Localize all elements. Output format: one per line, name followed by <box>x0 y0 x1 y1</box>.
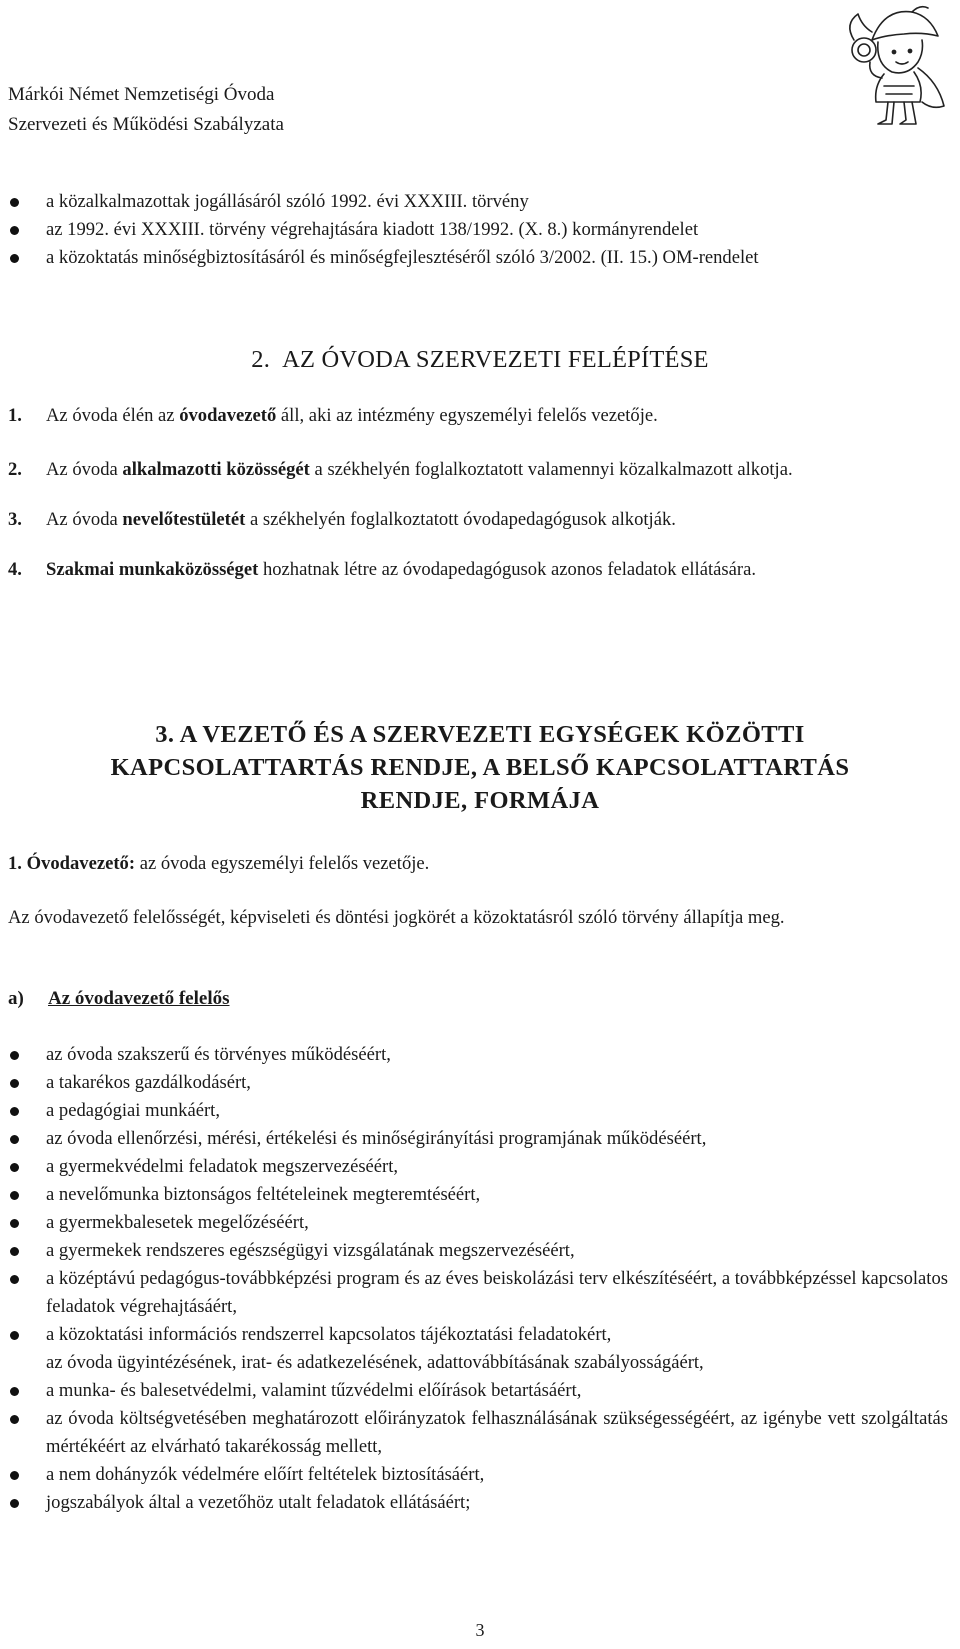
item-text: áll, aki az intézmény egyszemélyi felelős vezetője. <box>276 405 658 426</box>
section-title: AZ ÓVODA SZERVEZETI FELÉPÍTÉSE <box>282 346 709 373</box>
heading-line: 3. A VEZETŐ ÉS A SZERVEZETI EGYSÉGEK KÖZÖTTI <box>155 721 805 748</box>
leader-definition <box>8 850 948 878</box>
numbered-item <box>0 402 960 430</box>
list-item: a közalkalmazottak jogállásáról szóló 1992. évi XXXIII. törvény <box>0 188 960 216</box>
responsibilities-list <box>0 1041 960 1517</box>
kindergarten-logo-illustration <box>834 2 952 132</box>
section-3-heading <box>0 718 960 817</box>
list-item: a munka- és balesetvédelmi, valamint tűzvédelmi előírások betartásáért, <box>0 1377 960 1405</box>
header-document-title: Szervezeti és Működési Szabályzata <box>8 114 284 135</box>
list-item: az óvoda ellenőrzési, mérési, értékelési és minőségirányítási programjának működéséért, <box>0 1125 960 1153</box>
list-item: az 1992. évi XXXIII. törvény végrehajtására kiadott 138/1992. (X. 8.) kormányrendelet <box>0 216 960 244</box>
page-number: 3 <box>475 1620 485 1640</box>
item-text: hozhatnak létre az óvodapedagógusok azonos feladatok ellátására. <box>258 559 756 580</box>
item-number: 2. <box>8 459 22 480</box>
list-item: az óvoda szakszerű és törvényes működéséért, <box>0 1041 960 1069</box>
item-text: Az óvoda <box>46 509 123 530</box>
item-number: 3. <box>8 509 22 530</box>
organization-numbered-list <box>0 402 960 584</box>
heading-line: KAPCSOLATTARTÁS RENDJE, A BELSŐ KAPCSOLATTARTÁS <box>110 754 850 781</box>
list-item: jogszabályok által a vezetőhöz utalt feladatok ellátásáért; <box>0 1489 960 1517</box>
header-institution-name: Márkói Német Nemzetiségi Óvoda <box>8 84 275 105</box>
list-item: a gyermekek rendszeres egészségügyi vizsgálatának megszervezéséért, <box>0 1237 960 1265</box>
subsection-letter: a) <box>8 988 24 1009</box>
numbered-item <box>0 506 960 534</box>
item-text: a székhelyén foglalkoztatott óvodapedagógusok alkotják. <box>245 509 676 530</box>
item-number: 1. <box>8 405 22 426</box>
item-text: az óvoda egyszemélyi felelős vezetője. <box>135 853 430 874</box>
list-item: a pedagógiai munkáért, <box>0 1097 960 1125</box>
list-item: a közoktatási információs rendszerrel kapcsolatos tájékoztatási feladatokért, <box>0 1321 960 1349</box>
item-bold-term: Szakmai munkaközösséget <box>46 559 259 580</box>
list-item: a gyermekbalesetek megelőzéséért, <box>0 1209 960 1237</box>
item-number: 4. <box>8 559 22 580</box>
list-item: a nevelőmunka biztonságos feltételeinek megteremtéséért, <box>0 1181 960 1209</box>
item-text: Az óvoda <box>46 459 123 480</box>
subsection-a-heading <box>8 985 230 1013</box>
list-item: a közoktatás minőségbiztosításáról és minőségfejlesztéséről szóló 3/2002. (II. 15.) OM-rendelet <box>0 244 960 272</box>
legal-references-list <box>0 188 960 272</box>
list-item: a takarékos gazdálkodásért, <box>0 1069 960 1097</box>
numbered-item <box>0 556 960 584</box>
list-item: az óvoda ügyintézésének, irat- és adatkezelésének, adattovábbításának szabályosságáért, <box>46 1352 704 1373</box>
item-bold-term: Óvodavezető: <box>26 853 136 874</box>
item-text: Az óvoda élén az <box>46 405 180 426</box>
responsibility-paragraph: Az óvodavezető felelősségét, képviseleti és döntési jogkörét a közoktatásról szóló törvény állapítja meg. <box>8 907 785 928</box>
item-text: a székhelyén foglalkoztatott valamennyi közalkalmazott alkotja. <box>309 459 793 480</box>
item-bold-term: nevelőtestületét <box>122 509 246 530</box>
list-item: a középtávú pedagógus-továbbképzési program és az éves beiskolázási terv elkészítéséért, a továbbképzéssel kapcsolatos feladatok végrehajtásáért, <box>0 1265 960 1321</box>
item-bold-term: óvodavezető <box>179 405 277 426</box>
document-header <box>8 80 284 140</box>
numbered-item <box>0 456 960 484</box>
list-item: az óvoda költségvetésében meghatározott előirányzatok felhasználásának szükségességéért, az igénybe vett szolgáltatás mértékéért az elvárható takarékosság mellett, <box>0 1405 960 1461</box>
section-2-heading <box>0 346 960 374</box>
item-bold-term: alkalmazotti közösségét <box>122 459 310 480</box>
list-item: a gyermekvédelmi feladatok megszervezéséért, <box>0 1153 960 1181</box>
heading-line: RENDJE, FORMÁJA <box>360 787 600 814</box>
subsection-title: Az óvodavezető felelős <box>48 988 230 1009</box>
item-number: 1. <box>8 853 22 874</box>
section-number: 2. <box>251 346 271 373</box>
list-item: a nem dohányzók védelmére előírt feltételek biztosításáért, <box>0 1461 960 1489</box>
